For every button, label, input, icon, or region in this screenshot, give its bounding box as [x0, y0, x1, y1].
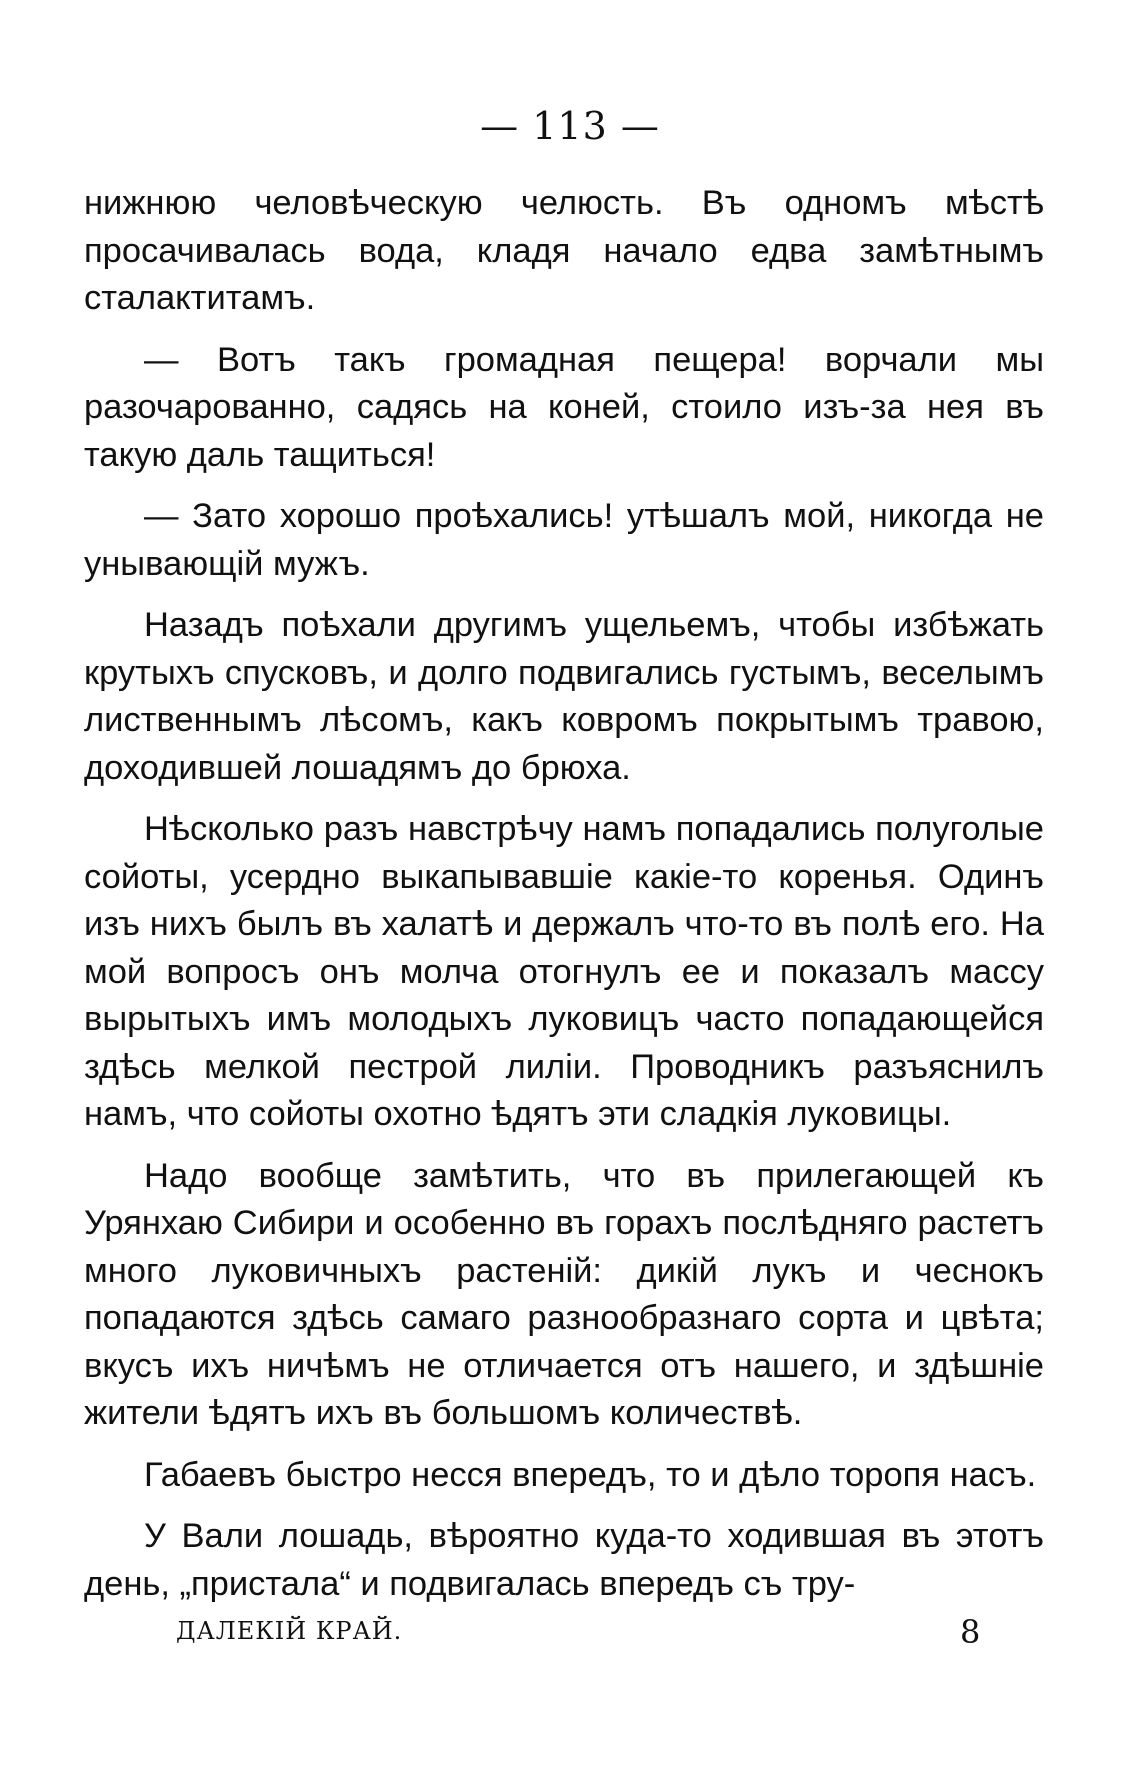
page-footer — [84, 1613, 984, 1653]
body-text — [84, 180, 1044, 1622]
paragraph: — Вотъ такъ громадная пещера! ворчали мы разочарованно, садясь на коней, стоило изъ-за нея въ такую даль тащиться! — [84, 340, 1044, 474]
paragraph: Габаевъ быстро несся впередъ, то и дѣло торопя насъ. — [144, 1455, 1037, 1494]
paragraph: нижнюю человѣческую челюсть. Въ одномъ мѣстѣ просачивалась вода, кладя начало едва замѣтнымъ сталактитамъ. — [84, 184, 1044, 317]
sheet-number: 8 — [960, 1613, 981, 1651]
page-number: — 113 — — [480, 104, 660, 148]
book-signature: ДАЛЕКІЙ КРАЙ. — [176, 1617, 403, 1645]
paragraph: Назадъ поѣхали другимъ ущельемъ, чтобы избѣжать крутыхъ спусковъ, и долго подвигались густымъ, веселымъ лиственнымъ лѣсомъ, какъ ковромъ покрытымъ травою, доходившей лошадямъ до брюха. — [84, 606, 1044, 787]
paragraph: Надо вообще замѣтить, что въ прилегающей къ Урянхаю Сибири и особенно въ горахъ послѣдняго растетъ много луковичныхъ растеній: дикій лукъ и чеснокъ попадаются здѣсь самаго разнообразнаго сорта и цвѣта; вкусъ ихъ ничѣмъ не отличается отъ нашего, и здѣшніе жители ѣдятъ ихъ въ большомъ количествѣ. — [84, 1156, 1044, 1432]
paragraph: — Зато хорошо проѣхались! утѣшалъ мой, никогда не унывающій мужъ. — [84, 497, 1044, 583]
paragraph: У Вали лошадь, вѣроятно куда-то ходившая въ этотъ день, „пристала“ и подвигалась впередъ съ тру- — [84, 1517, 1044, 1603]
paragraph: Нѣсколько разъ навстрѣчу намъ попадались полуголые сойоты, усердно выкапывавшіе какіе-то коренья. Одинъ изъ нихъ былъ въ халатѣ и держалъ что-то въ полѣ его. На мой вопросъ онъ молча отогнулъ ее и показалъ массу вырытыхъ имъ молодыхъ луковицъ часто попадающейся здѣсь мелкой пестрой лиліи. Проводникъ разъяснилъ намъ, что сойоты охотно ѣдятъ эти сладкія луковицы. — [84, 810, 1044, 1133]
